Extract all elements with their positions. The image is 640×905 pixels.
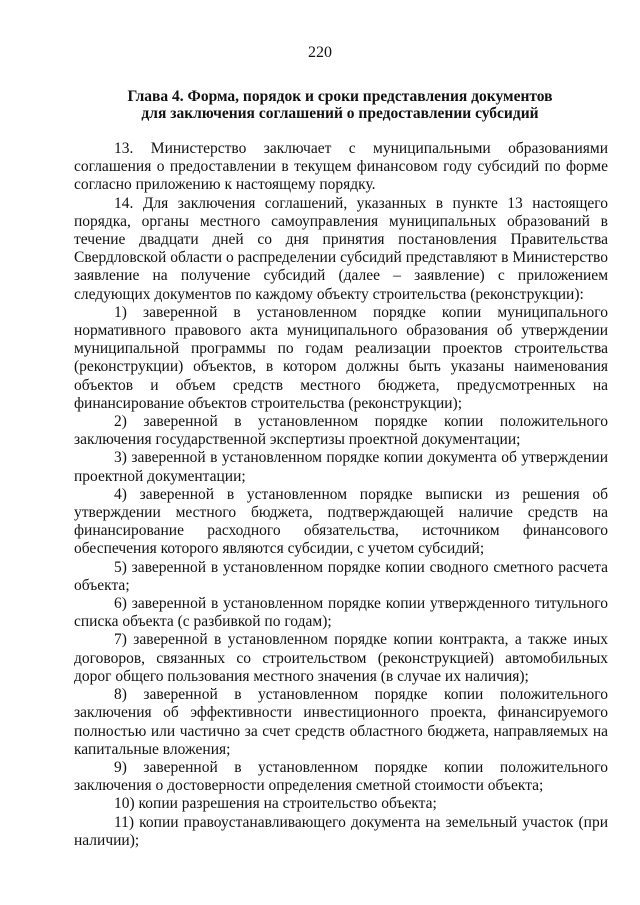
- list-item-3: 3) заверенной в установленном порядке копии документа об утверждении проектной документации;: [74, 449, 608, 485]
- list-item-7: 7) заверенной в установленном порядке копии контракта, а также иных договоров, связанных со строительством (реконструкцией) автомобильных дорог общего пользования местного значения (в случае их наличия);: [74, 631, 608, 685]
- list-item-6: 6) заверенной в установленном порядке копии утвержденного титульного списка объекта (с разбивкой по годам);: [74, 595, 608, 631]
- list-item-10: 10) копии разрешения на строительство объекта;: [114, 795, 437, 813]
- list-item-5: 5) заверенной в установленном порядке копии сводного сметного расчета объекта;: [74, 558, 608, 594]
- list-item-8: 8) заверенной в установленном порядке копии положительного заключения об эффективности инвестиционного проекта, финансируемого полностью или частично за счет средств областного бюджета, направляемых на капитальные вложения;: [74, 686, 608, 758]
- chapter-title-line-2: для заключения соглашений о предоставлении субсидий: [141, 105, 539, 122]
- list-item-9: 9) заверенной в установленном порядке копии положительного заключения о достоверности определения сметной стоимости объекта;: [74, 758, 608, 795]
- list-item-4: 4) заверенной в установленном порядке выписки из решения об утверждении местного бюджета, подтверждающей наличие средств на финансирование расходного обязательства, источником финансового обеспечения которого являются субсидии, с учетом субсидий;: [74, 485, 608, 558]
- list-item-11: 11) копии правоустанавливающего документа на земельный участок (при наличии);: [74, 813, 608, 849]
- paragraph-14: 14. Для заключения соглашений, указанных в пункте 13 настоящего порядка, органы местного самоуправления муниципальных образований в течение двадцати дней со дня принятия постановления Правительства Свердловской области о распределении субсидий представляют в Министерство заявление на получение субсидий (далее – заявление) с приложением следующих документов по каждому объекту строительства (реконструкции):: [74, 194, 608, 303]
- chapter-title: [70, 88, 610, 122]
- list-item-2: 2) заверенной в установленном порядке копии положительного заключения государственной экспертизы проектной документации;: [74, 413, 608, 449]
- paragraph-13: 13. Министерство заключает с муниципальными образованиями соглашения о предоставлении в текущем финансовом году субсидий по форме согласно приложению к настоящему порядку.: [74, 140, 608, 194]
- document-body: [74, 140, 608, 850]
- list-item-1: 1) заверенной в установленном порядке копии муниципального нормативного правового акта муниципального образования об утверждении муниципальной программы по годам реализации проектов строительства (реконструкции) объектов, в котором должны быть указаны наименования объектов и объем средств местного бюджета, предусмотренных на финансирование объектов строительства (реконструкции);: [74, 303, 608, 412]
- page-number: 220: [308, 44, 332, 61]
- chapter-title-line-1: Глава 4. Форма, порядок и сроки представления документов: [127, 88, 553, 105]
